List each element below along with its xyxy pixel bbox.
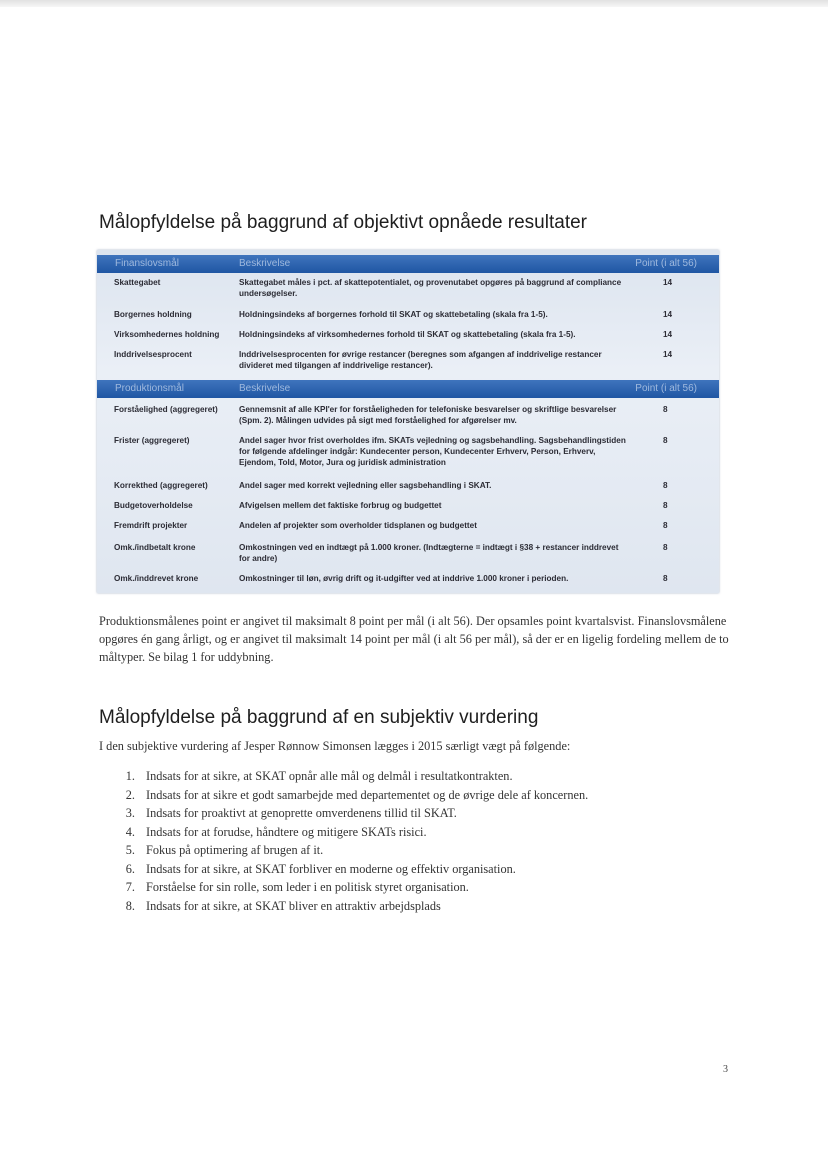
row-desc: Holdningsindeks af borgernes forhold til SKAT og skattebetaling (skala fra 1-5). xyxy=(239,310,548,319)
subjective-intro: I den subjektive vurdering af Jesper Rønnow Simonsen lægges i 2015 særligt vægt på følgende: xyxy=(99,739,571,753)
row-name: Inddrivelsesprocent xyxy=(114,350,192,359)
list-text: Fokus på optimering af brugen af it. xyxy=(146,843,324,857)
header-point: Point (i alt 56) xyxy=(635,258,697,269)
list-number: 5. xyxy=(125,843,135,857)
row-name: Borgernes holdning xyxy=(114,310,192,319)
header-produktionsmal: Produktionsmål xyxy=(115,383,184,394)
row-points: 14 xyxy=(663,278,673,287)
page-number: 3 xyxy=(723,1064,728,1075)
row-desc: Andel sager hvor frist overholdes ifm. SKATs vejledning og sagsbehandling. Sagsbehandlingstiden for følgende afdelinger indgår: Kundecenter person, Kundecenter Erhverv, Person, Erhverv, Ejendom, Told, Motor, Jura og juridisk administration xyxy=(239,436,626,467)
heading-objective-results: Målopfyldelse på baggrund af objektivt opnåede resultater xyxy=(99,212,587,233)
row-desc: Omkostninger til løn, øvrig drift og it-udgifter ved at inddrive 1.000 kroner i perioden. xyxy=(239,574,569,583)
header-finanslovsmal: Finanslovsmål xyxy=(115,258,179,269)
heading-subjective: Målopfyldelse på baggrund af en subjektiv vurdering xyxy=(99,707,539,728)
header-beskrivelse: Beskrivelse xyxy=(239,258,291,269)
list-text: Indsats for at sikre et godt samarbejde med departementet og de øvrige dele af koncernen. xyxy=(146,787,589,802)
list-number: 4. xyxy=(125,824,135,839)
row-name: Omk./indbetalt krone xyxy=(114,543,196,552)
row-points: 8 xyxy=(663,405,668,414)
goals-table xyxy=(97,250,719,593)
top-rule xyxy=(0,0,828,7)
list-number: 6. xyxy=(125,861,135,876)
list-text: Indsats for proaktivt at genoprette omverdenens tillid til SKAT. xyxy=(146,806,457,820)
row-desc: Andel sager med korrekt vejledning eller sagsbehandling i SKAT. xyxy=(239,481,492,490)
list-number: 1. xyxy=(125,769,135,783)
row-desc: Holdningsindeks af virksomhedernes forhold til SKAT og skattebetaling (skala fra 1-5). xyxy=(239,330,576,339)
row-points: 14 xyxy=(663,350,673,359)
table2-header xyxy=(97,380,719,398)
row-points: 14 xyxy=(663,310,673,319)
row-points: 8 xyxy=(663,501,668,510)
list-number: 8. xyxy=(125,898,135,913)
list-text: Indsats for at forudse, håndtere og mitigere SKATs risici. xyxy=(146,824,427,839)
points-explanation: Produktionsmålenes point er angivet til maksimalt 8 point per mål (i alt 56). Der opsamles point kvartalsvist. Finanslovsmålene opgøres én gang årligt, og er angivet til maksimalt 14 point per mål (i alt 56 per mål), så der er en ligelig fordeling mellem de to måltyper. Se bilag 1 for uddybning. xyxy=(99,614,729,664)
row-name: Fremdrift projekter xyxy=(114,521,188,530)
list-number: 2. xyxy=(125,787,135,802)
row-points: 8 xyxy=(663,574,668,583)
list-text: Forståelse for sin rolle, som leder i en politisk styret organisation. xyxy=(146,880,469,894)
row-name: Skattegabet xyxy=(114,278,161,287)
row-desc: Skattegabet måles i pct. af skattepotentialet, og provenutabet opgøres på baggrund af compliance undersøgelser. xyxy=(239,278,622,298)
row-desc: Inddrivelsesprocenten for øvrige restancer (beregnes som afgangen af inddrivelige restancer divideret med tilgangen af inddrivelige restancer). xyxy=(239,350,602,370)
row-points: 8 xyxy=(663,543,668,552)
row-points: 8 xyxy=(663,481,668,490)
table1-header xyxy=(97,255,719,273)
row-name: Forståelighed (aggregeret) xyxy=(114,405,218,414)
row-name: Budgetoverholdelse xyxy=(114,501,193,510)
list-text: Indsats for at sikre, at SKAT bliver en attraktiv arbejdsplads xyxy=(146,898,441,913)
row-name: Frister (aggregeret) xyxy=(114,436,190,445)
row-desc: Afvigelsen mellem det faktiske forbrug og budgettet xyxy=(239,501,442,510)
row-name: Omk./inddrevet krone xyxy=(114,574,199,583)
list-text: Indsats for at sikre, at SKAT opnår alle mål og delmål i resultatkontrakten. xyxy=(146,769,513,783)
row-name: Korrekthed (aggregeret) xyxy=(114,481,208,490)
row-name: Virksomhedernes holdning xyxy=(114,330,220,339)
row-desc: Omkostningen ved en indtægt på 1.000 kroner. (Indtægterne = indtægt i §38 + restancer inddrevet for andre) xyxy=(239,543,619,563)
list-text: Indsats for at sikre, at SKAT forbliver en moderne og effektiv organisation. xyxy=(146,861,516,876)
row-points: 14 xyxy=(663,330,673,339)
row-points: 8 xyxy=(663,436,668,445)
list-number: 3. xyxy=(125,806,135,820)
row-desc: Andelen af projekter som overholder tidsplanen og budgettet xyxy=(239,521,477,530)
header-beskrivelse: Beskrivelse xyxy=(239,383,291,394)
row-desc: Gennemsnit af alle KPI'er for forståeligheden for telefoniske besvarelser og skriftlige besvarelser (Spm. 2). Målingen udvides på sigt med forståelighed for afgørelser mv. xyxy=(239,405,617,425)
row-points: 8 xyxy=(663,521,668,530)
header-point: Point (i alt 56) xyxy=(635,383,697,394)
list-number: 7. xyxy=(125,880,135,894)
